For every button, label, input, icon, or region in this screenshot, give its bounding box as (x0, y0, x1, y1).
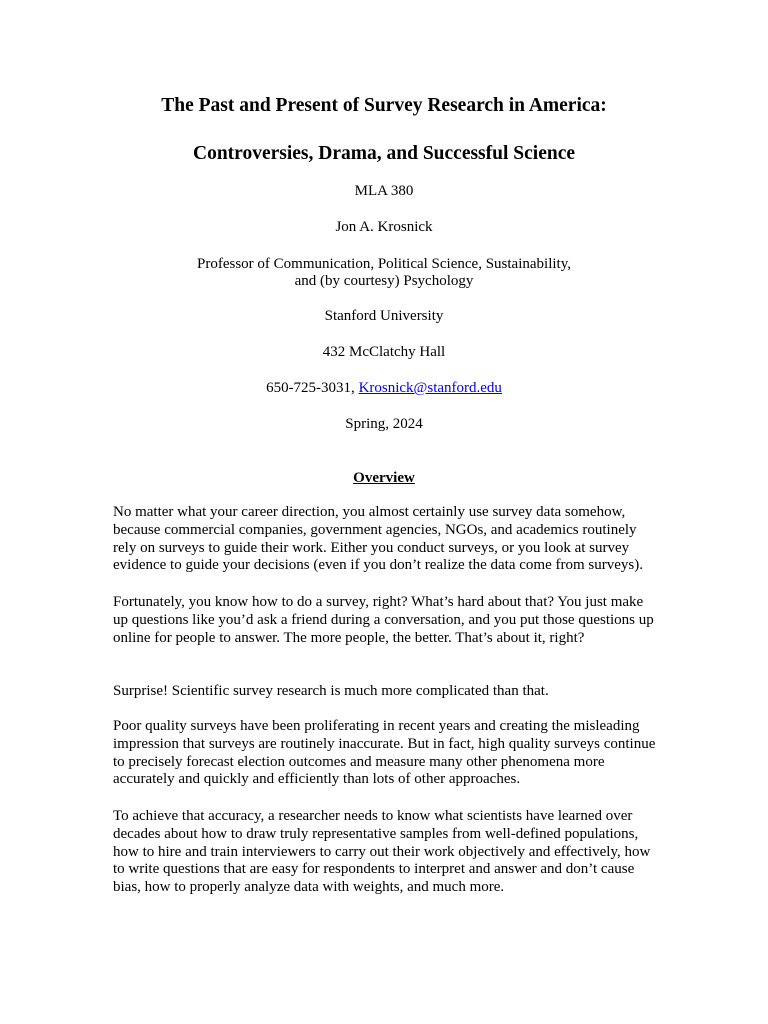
overview-paragraph: Surprise! Scientific survey research is much more complicated than that. (113, 683, 549, 699)
email-link[interactable]: Krosnick@stanford.edu (358, 380, 502, 396)
phone-number: 650-725-3031, (266, 380, 355, 396)
author-position-line-2: and (by courtesy) Psychology (294, 273, 474, 289)
overview-paragraph: No matter what your career direction, you almost certainly use survey data somehow, because commercial companies, government agencies, NGOs, and academics routinely rely on surveys to guide their work. Either you conduct surveys, or you look at survey evidence to guide your decisions (even if you don’t realize the data come from surveys). (113, 504, 643, 574)
term: Spring, 2024 (345, 416, 423, 432)
author-name: Jon A. Krosnick (335, 219, 433, 235)
document-title-line-1: The Past and Present of Survey Research in America: (161, 95, 607, 116)
overview-paragraph: Fortunately, you know how to do a survey, right? What’s hard about that? You just make up questions like you’d ask a friend during a conversation, and you put those questions up online for people to answer. The more people, the better. That’s about it, right? (113, 594, 654, 646)
course-code: MLA 380 (354, 183, 414, 199)
overview-paragraph: To achieve that accuracy, a researcher needs to know what scientists have learned over decades about how to draw truly representative samples from well-defined populations, how to hire and train interviewers to carry out their work objectively and effectively, how to write questions that are easy for respondents to interpret and answer and don’t cause bias, how to properly analyze data with weights, and much more. (113, 808, 651, 896)
office-address: 432 McClatchy Hall (322, 344, 446, 360)
author-position-line-1: Professor of Communication, Political Science, Sustainability, (197, 256, 571, 272)
institution: Stanford University (324, 308, 444, 324)
document-title-line-2: Controversies, Drama, and Successful Science (192, 143, 576, 164)
overview-paragraph: Poor quality surveys have been proliferating in recent years and creating the misleading impression that surveys are routinely inaccurate. But in fact, high quality surveys continue to precisely forecast election outcomes and measure many other phenomena more accurately and quickly and efficiently than lots of other approaches. (113, 718, 656, 788)
contact-line (0, 379, 768, 397)
overview-heading: Overview (353, 470, 415, 486)
